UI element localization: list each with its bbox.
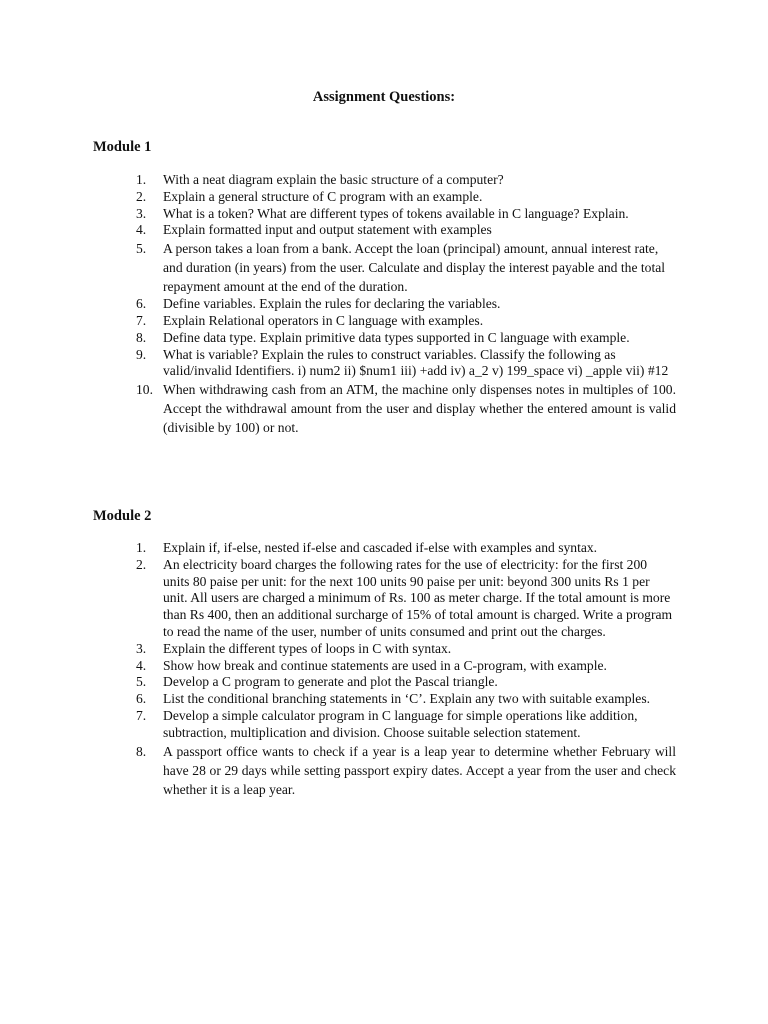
question-number: 8. <box>136 329 147 345</box>
question-text: When withdrawing cash from an ATM, the machine only dispenses notes in multiples of 100. Accept the withdrawal amount from the user and display whether the entered amount is valid (divisible by 100) or not. <box>163 382 676 436</box>
question-item <box>136 172 676 189</box>
question-item <box>136 742 676 799</box>
question-text: Explain if, if-else, nested if-else and cascaded if-else with examples and syntax. <box>163 540 598 555</box>
question-item <box>136 641 676 658</box>
module-2-question-list <box>136 540 676 799</box>
question-text: Explain Relational operators in C language with examples. <box>163 312 484 328</box>
question-item <box>136 222 676 239</box>
question-text: Define data type. Explain primitive data types supported in C language with example. <box>163 329 630 345</box>
question-number: 5. <box>136 674 147 690</box>
question-number: 6. <box>136 691 147 707</box>
question-number: 7. <box>136 312 147 328</box>
question-text: Develop a C program to generate and plot the Pascal triangle. <box>163 674 498 690</box>
question-number: 10. <box>136 382 153 398</box>
question-item <box>136 708 676 742</box>
question-number: 5. <box>136 241 147 257</box>
page-title: Assignment Questions: <box>312 89 456 105</box>
question-text: A person takes a loan from a bank. Accept the loan (principal) amount, annual interest rate, and duration (in years) from the user. Calculate and display the interest payable and the total repayment amount at the end of the duration. <box>163 241 666 295</box>
question-text: Show how break and continue statements are used in a C-program, with example. <box>163 657 607 673</box>
question-number: 1. <box>136 172 147 187</box>
question-item <box>136 330 676 347</box>
question-text: Explain a general structure of C program with an example. <box>163 188 483 204</box>
question-item <box>136 540 676 557</box>
question-number: 3. <box>136 205 147 221</box>
question-item <box>136 239 676 296</box>
question-item <box>136 313 676 330</box>
question-number: 8. <box>136 743 147 759</box>
question-text: A passport office wants to check if a year is a leap year to determine whether February will have 28 or 29 days while setting passport expiry dates. Accept a year from the user and check whether it is a leap year. <box>163 743 676 797</box>
question-item <box>136 691 676 708</box>
question-text: With a neat diagram explain the basic structure of a computer? <box>163 172 504 187</box>
module-1-heading: Module 1 <box>93 139 152 155</box>
question-number: 9. <box>136 346 147 362</box>
question-text: What is a token? What are different types of tokens available in C language? Explain. <box>163 205 629 221</box>
question-item <box>136 674 676 691</box>
question-item <box>136 347 676 381</box>
question-text: List the conditional branching statements in ‘C’. Explain any two with suitable examples. <box>163 691 651 707</box>
question-number: 7. <box>136 707 147 723</box>
question-text: What is variable? Explain the rules to construct variables. Classify the following as valid/invalid Identifiers. i) num2 ii) $num1 iii) +add iv) a_2 v) 199_space vi) _apple vii) #12 <box>163 346 669 379</box>
question-item <box>136 296 676 313</box>
question-text: An electricity board charges the following rates for the use of electricity: for the first 200 units 80 paise per unit: for the next 100 units 90 paise per unit: beyond 300 units Rs 1 per unit. All users are charged a minimum of Rs. 100 as meter charge. If the total amount is more than Rs 400, then an additional surcharge of 15% of total amount is charged. Write a program to read the name of the user, number of units consumed and print out the charges. <box>163 556 673 639</box>
question-text: Develop a simple calculator program in C language for simple operations like addition, subtraction, multiplication and division. Choose suitable selection statement. <box>163 707 638 740</box>
question-number: 2. <box>136 556 147 572</box>
module-1-question-list <box>136 172 676 437</box>
question-item <box>136 206 676 223</box>
question-text: Explain the different types of loops in C with syntax. <box>163 640 452 656</box>
question-number: 1. <box>136 540 147 555</box>
question-text: Explain formatted input and output statement with examples <box>163 222 492 238</box>
question-item <box>136 189 676 206</box>
question-text: Define variables. Explain the rules for declaring the variables. <box>163 296 501 312</box>
question-number: 4. <box>136 657 147 673</box>
question-number: 4. <box>136 222 147 238</box>
question-item <box>136 557 676 641</box>
question-item <box>136 658 676 675</box>
module-2-heading: Module 2 <box>93 508 152 524</box>
question-number: 6. <box>136 296 147 312</box>
question-item <box>136 380 676 437</box>
question-number: 3. <box>136 640 147 656</box>
question-number: 2. <box>136 188 147 204</box>
